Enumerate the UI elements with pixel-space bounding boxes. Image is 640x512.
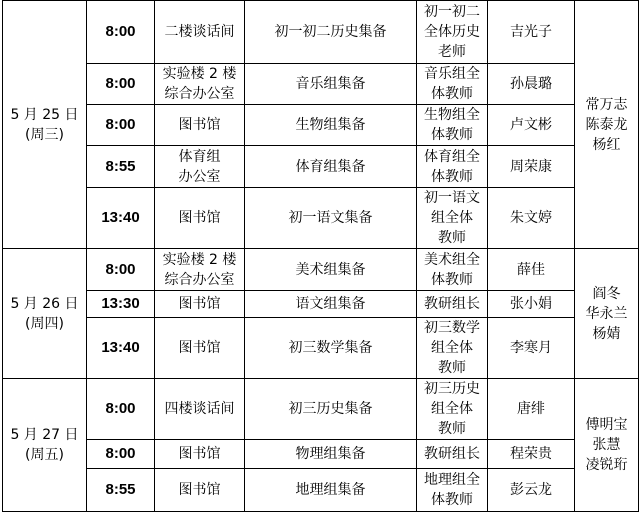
time-cell: 13:40 xyxy=(87,188,155,249)
place-cell: 四楼谈话间 xyxy=(155,379,245,440)
activity-cell: 初一语文集备 xyxy=(245,188,417,249)
activity-cell: 初一初二历史集备 xyxy=(245,1,417,64)
date-cell: 5 月 26 日 (周四) xyxy=(3,249,87,379)
activity-cell: 初三数学集备 xyxy=(245,318,417,379)
schedule-table xyxy=(2,0,639,512)
place-cell: 图书馆 xyxy=(155,188,245,249)
date-cell: 5 月 27 日 (周五) xyxy=(3,379,87,512)
host-cell: 周荣康 xyxy=(488,146,575,188)
activity-cell: 生物组集备 xyxy=(245,105,417,146)
host-cell: 吉光子 xyxy=(488,1,575,64)
activity-cell: 初三历史集备 xyxy=(245,379,417,440)
host-cell: 程荣贵 xyxy=(488,440,575,469)
host-cell: 张小娟 xyxy=(488,291,575,318)
place-cell: 二楼谈话间 xyxy=(155,1,245,64)
time-cell: 8:00 xyxy=(87,1,155,64)
activity-cell: 美术组集备 xyxy=(245,249,417,291)
time-cell: 8:55 xyxy=(87,469,155,512)
time-cell: 8:55 xyxy=(87,146,155,188)
date-cell: 5 月 25 日 (周三) xyxy=(3,1,87,249)
participants-cell: 初一语文 组全体 教师 xyxy=(417,188,488,249)
participants-cell: 教研组长 xyxy=(417,440,488,469)
participants-cell: 地理组全 体教师 xyxy=(417,469,488,512)
place-cell: 图书馆 xyxy=(155,291,245,318)
table-row xyxy=(3,64,639,105)
table-row xyxy=(3,379,639,440)
host-cell: 薛佳 xyxy=(488,249,575,291)
participants-cell: 美术组全 体教师 xyxy=(417,249,488,291)
place-cell: 图书馆 xyxy=(155,105,245,146)
table-row xyxy=(3,146,639,188)
table-row xyxy=(3,105,639,146)
participants-cell: 初三历史 组全体 教师 xyxy=(417,379,488,440)
host-cell: 唐绯 xyxy=(488,379,575,440)
place-cell: 实验楼 2 楼 综合办公室 xyxy=(155,64,245,105)
supervisor-cell: 傅明宝 张慧 凌锐珩 xyxy=(575,379,639,512)
time-cell: 8:00 xyxy=(87,440,155,469)
time-cell: 8:00 xyxy=(87,249,155,291)
table-row xyxy=(3,249,639,291)
host-cell: 孙晨璐 xyxy=(488,64,575,105)
time-cell: 8:00 xyxy=(87,379,155,440)
table-row xyxy=(3,318,639,379)
time-cell: 13:40 xyxy=(87,318,155,379)
participants-cell: 音乐组全 体教师 xyxy=(417,64,488,105)
activity-cell: 物理组集备 xyxy=(245,440,417,469)
participants-cell: 初三数学 组全体 教师 xyxy=(417,318,488,379)
activity-cell: 体育组集备 xyxy=(245,146,417,188)
place-cell: 体育组 办公室 xyxy=(155,146,245,188)
participants-cell: 初一初二 全体历史 老师 xyxy=(417,1,488,64)
participants-cell: 生物组全 体教师 xyxy=(417,105,488,146)
time-cell: 8:00 xyxy=(87,64,155,105)
host-cell: 李寒月 xyxy=(488,318,575,379)
place-cell: 图书馆 xyxy=(155,440,245,469)
supervisor-cell: 阎冬 华永兰 杨婧 xyxy=(575,249,639,379)
table-row xyxy=(3,291,639,318)
activity-cell: 地理组集备 xyxy=(245,469,417,512)
host-cell: 彭云龙 xyxy=(488,469,575,512)
table-row xyxy=(3,469,639,512)
supervisor-cell: 常万志 陈泰龙 杨红 xyxy=(575,1,639,249)
place-cell: 实验楼 2 楼 综合办公室 xyxy=(155,249,245,291)
participants-cell: 体育组全 体教师 xyxy=(417,146,488,188)
host-cell: 卢文彬 xyxy=(488,105,575,146)
table-row xyxy=(3,188,639,249)
time-cell: 8:00 xyxy=(87,105,155,146)
participants-cell: 教研组长 xyxy=(417,291,488,318)
place-cell: 图书馆 xyxy=(155,469,245,512)
table-row xyxy=(3,1,639,64)
activity-cell: 语文组集备 xyxy=(245,291,417,318)
activity-cell: 音乐组集备 xyxy=(245,64,417,105)
table-row xyxy=(3,440,639,469)
place-cell: 图书馆 xyxy=(155,318,245,379)
host-cell: 朱文婷 xyxy=(488,188,575,249)
time-cell: 13:30 xyxy=(87,291,155,318)
